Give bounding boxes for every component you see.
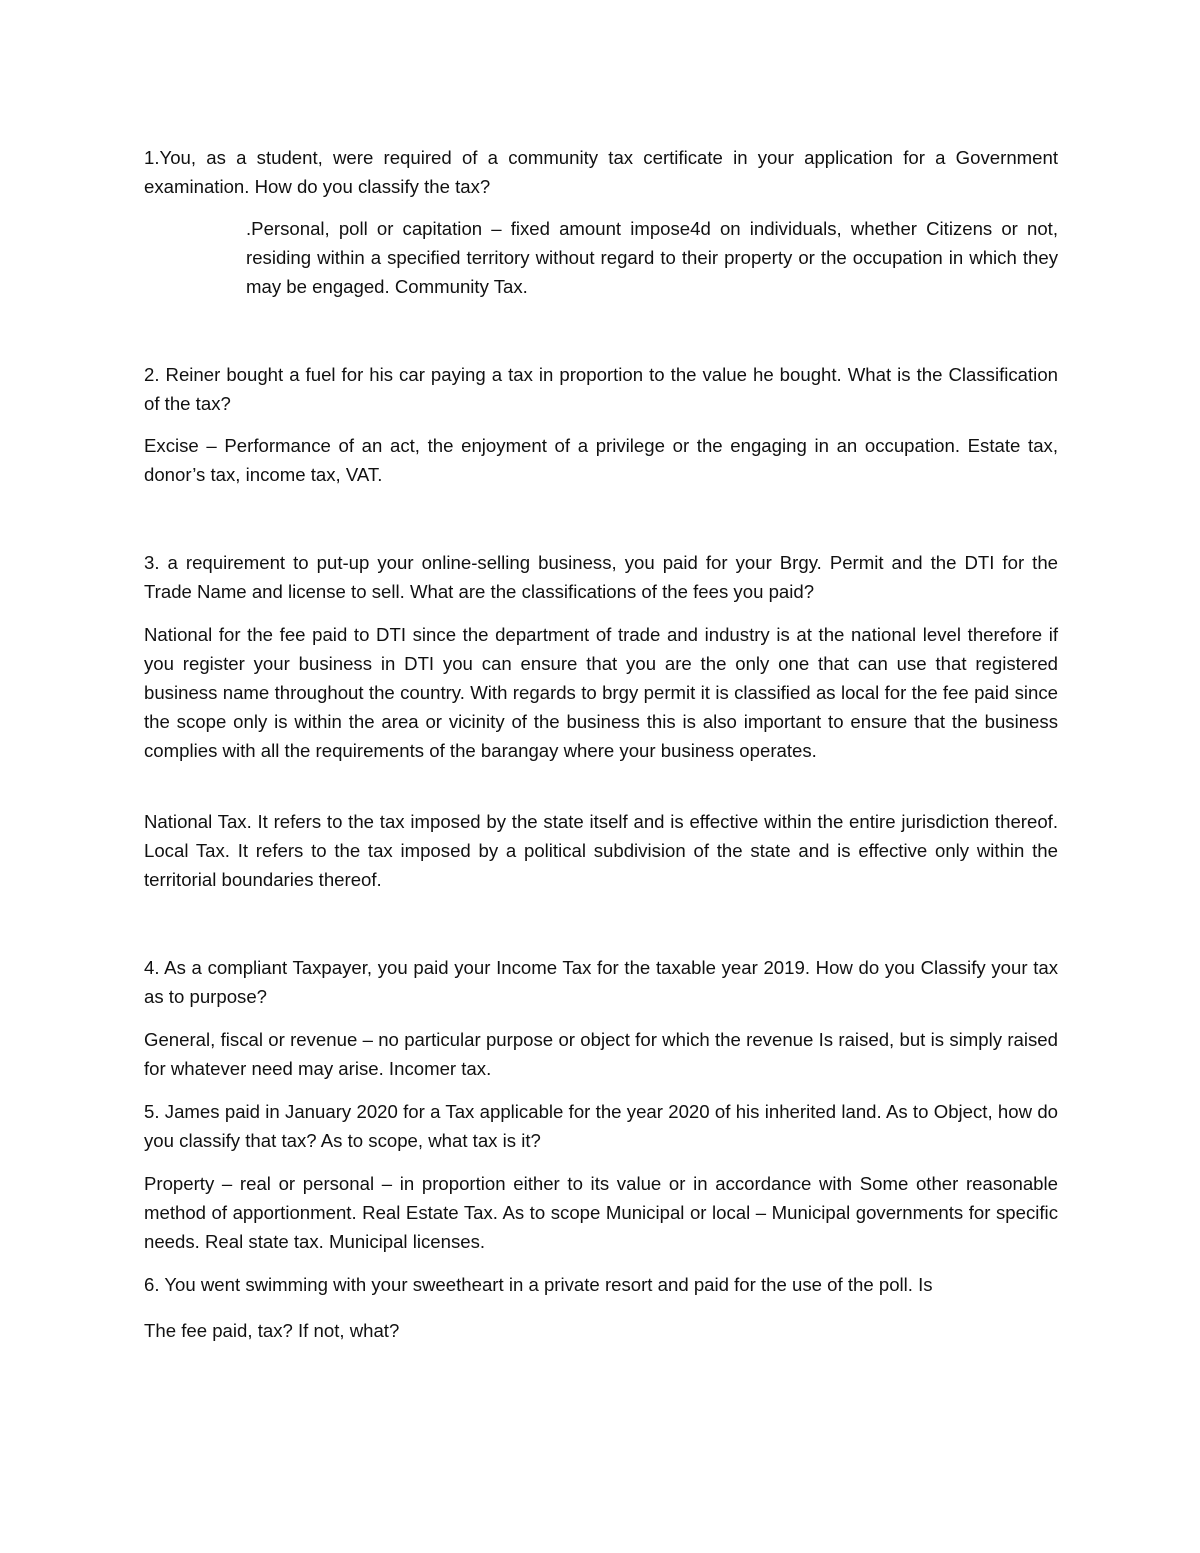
answer-3-part-1: National for the fee paid to DTI since the department of trade and industry is at the national level therefore if you register your business in DTI you can ensure that you are the only one that can use that registered business name throughout the country. With regards to brgy permit it is classified as local for the fee paid since the scope only is within the area or vicinity of the business this is also important to ensure that the business complies with all the requirements of the barangay where your business operates.	[144, 624, 1058, 761]
question-2: 2. Reiner bought a fuel for his car paying a tax in proportion to the value he bought. What is the Classification of the tax?	[144, 364, 1058, 414]
answer-3-part-2: National Tax. It refers to the tax imposed by the state itself and is effective within the entire jurisdiction thereof. Local Tax. It refers to the tax imposed by a political subdivision of the state and is effective only within the territorial boundaries thereof.	[144, 811, 1058, 890]
answer-4: General, fiscal or revenue – no particular purpose or object for which the revenue Is raised, but is simply raised for whatever need may arise. Incomer tax.	[144, 1029, 1058, 1079]
answer-5: Property – real or personal – in proportion either to its value or in accordance with Some other reasonable method of apportionment. Real Estate Tax. As to scope Municipal or local – Municipal governments for specific needs. Real state tax. Municipal licenses.	[144, 1173, 1058, 1252]
question-4: 4. As a compliant Taxpayer, you paid your Income Tax for the taxable year 2019. How do you Classify your tax as to purpose?	[144, 957, 1058, 1007]
answer-2: Excise – Performance of an act, the enjoyment of a privilege or the engaging in an occupation. Estate tax, donor’s tax, income tax, VAT.	[144, 435, 1058, 485]
question-6-continuation: The fee paid, tax? If not, what?	[144, 1320, 400, 1341]
answer-1: .Personal, poll or capitation – fixed amount impose4d on individuals, whether Citizens or not, residing within a specified territory without regard to their property or the occupation in which they may be engaged. Community Tax.	[246, 218, 1058, 297]
question-6: 6. You went swimming with your sweetheart in a private resort and paid for the use of the poll. Is	[144, 1274, 933, 1295]
question-3: 3. a requirement to put-up your online-selling business, you paid for your Brgy. Permit and the DTI for the Trade Name and license to sell. What are the classifications of the fees you paid?	[144, 552, 1058, 602]
question-1: 1.You, as a student, were required of a community tax certificate in your application for a Government examination. How do you classify the tax?	[144, 147, 1058, 197]
question-5: 5. James paid in January 2020 for a Tax applicable for the year 2020 of his inherited land. As to Object, how do you classify that tax? As to scope, what tax is it?	[144, 1101, 1058, 1151]
